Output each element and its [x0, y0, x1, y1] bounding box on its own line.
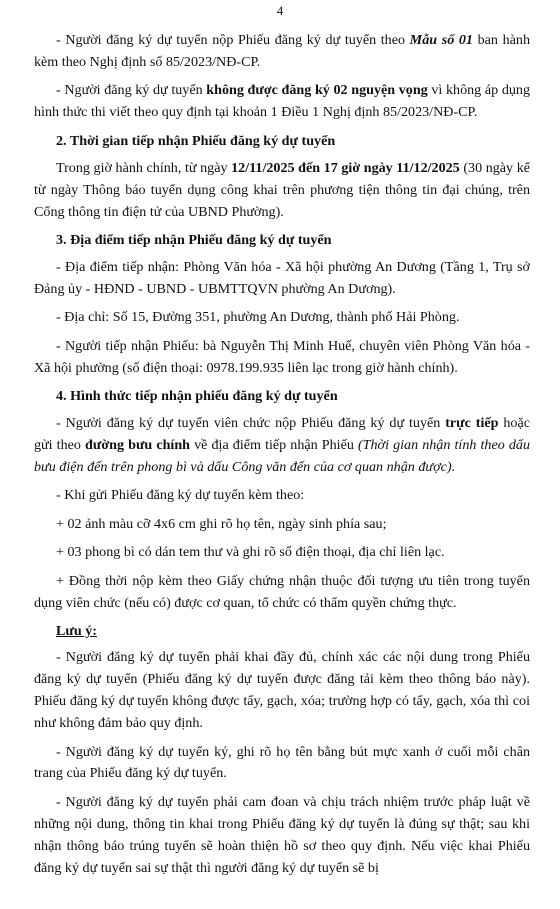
note-complete-declaration: - Người đăng ký dự tuyển phải khai đầy đủ, chính xác các nội dung trong Phiếu đăng ký dự tuyển (Phiếu đăng ký dự tuyển được đăng tải kèm theo thông báo này). Phiếu đăng ký dự tuyển không được tẩy, gạch, xóa; trường hợp có tẩy, gạch, xóa thì coi như không đảm bảo quy định.: [34, 649, 530, 731]
bold-postal: đường bưu chính: [85, 437, 191, 454]
section-heading-2: 2. Thời gian tiếp nhận Phiếu đăng ký dự tuyển: [56, 132, 336, 149]
note-signature: - Người đăng ký dự tuyển ký, ghi rõ họ tên bằng bút mực xanh ở cuối mỗi chân trang của Phiếu đăng ký dự tuyển.: [34, 743, 530, 782]
bold-direct: trực tiếp: [445, 415, 499, 432]
paragraph-form-template: - Người đăng ký dự tuyển nộp Phiếu đăng ký dự tuyển theo Mẫu số 01 ban hành kèm theo Nghị định số 85/2023/NĐ-CP.: [34, 32, 530, 70]
paragraph-submission-method: - Người đăng ký dự tuyển viên chức nộp Phiếu đăng ký dự tuyển trực tiếp hoặc gửi theo đường bưu chính về địa điểm tiếp nhận Phiếu (Thời gian nhận tính theo dấu bưu điện đến trên phong bì và dấu Công văn đến của cơ quan nhận được).: [34, 415, 530, 475]
paragraph-receiver: - Người tiếp nhận Phiếu: bà Nguyễn Thị Minh Huế, chuyên viên Phòng Văn hóa - Xã hội phường (số điện thoại: 0978.199.935 liên lạc trong giờ hành chính).: [34, 337, 530, 376]
note-commitment: - Người đăng ký dự tuyển phải cam đoan và chịu trách nhiệm trước pháp luật về những nội dung, thông tin khai trong Phiếu đăng ký dự tuyển là đúng sự thật; sau khi nhận thông báo trúng tuyển sẽ hoàn thiện hồ sơ theo quy định. Nếu việc khai Phiếu đăng ký dự tuyển sai sự thật thì người đăng ký dự tuyển sẽ bị: [34, 793, 530, 876]
paragraph-address: - Địa chỉ: Số 15, Đường 351, phường An Dương, thành phố Hải Phòng.: [56, 309, 460, 326]
paragraph-no-two-wishes: - Người đăng ký dự tuyển không được đăng ký 02 nguyện vọng vì không áp dụng hình thức thi viết theo quy định tại khoản 1 Điều 1 Nghị định 85/2023/NĐ-CP.: [34, 82, 531, 121]
paragraph-receiving-time: Trong giờ hành chính, từ ngày 12/11/2025 đến 17 giờ ngày 11/12/2025 (30 ngày kể từ ngày Thông báo tuyển dụng công khai trên phương tiện thông tin đại chúng, trên Cổng thông tin điện tử của UBND Phường).: [34, 159, 531, 220]
bold-no-two-wishes: không được đăng ký 02 nguyện vọng: [206, 82, 428, 99]
note-heading: Lưu ý:: [56, 623, 97, 640]
section-heading-3: 3. Địa điểm tiếp nhận Phiếu đăng ký dự tuyển: [56, 232, 332, 249]
section-heading-4: 4. Hình thức tiếp nhận phiếu đăng ký dự tuyển: [56, 388, 338, 405]
list-item-envelopes: + 03 phong bì có dán tem thư và ghi rõ số điện thoại, địa chỉ liên lạc.: [56, 544, 445, 561]
italic-postmark-note: (Thời gian nhận tính theo dấu bưu điện đến trên phong bì và dấu Công văn đến của cơ quan nhận được): [34, 437, 530, 475]
form-number: Mẫu số 01: [409, 32, 473, 48]
page-number: 4: [276, 3, 284, 18]
document-body: [34, 30, 530, 886]
paragraph-receiving-place: - Địa điểm tiếp nhận: Phòng Văn hóa - Xã hội phường An Dương (Tầng 1, Trụ sở Đảng ủy - HĐND - UBND - UBMTTQVN phường An Dương).: [34, 258, 530, 297]
bold-date-range: 12/11/2025 đến 17 giờ ngày 11/12/2025: [231, 159, 460, 176]
list-item-photos: + 02 ảnh màu cỡ 4x6 cm ghi rõ họ tên, ngày sinh phía sau;: [56, 515, 387, 532]
paragraph-attachments: - Khi gửi Phiếu đăng ký dự tuyển kèm theo:: [56, 487, 305, 504]
list-item-priority-certificate: + Đồng thời nộp kèm theo Giấy chứng nhận thuộc đối tượng ưu tiên trong tuyển dụng viên chức (nếu có) được cơ quan, tổ chức có thẩm quyền chứng thực.: [34, 572, 530, 611]
